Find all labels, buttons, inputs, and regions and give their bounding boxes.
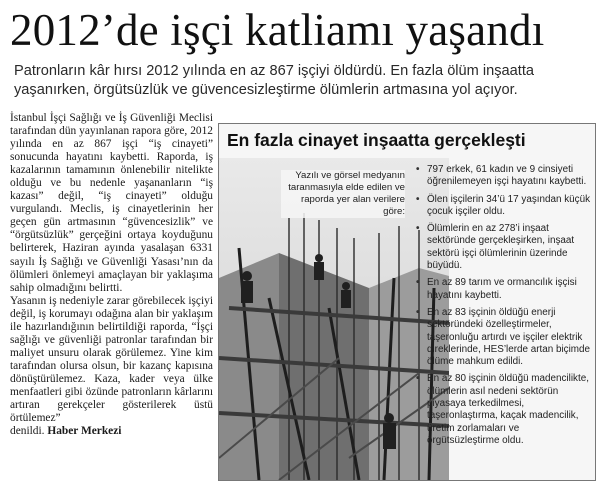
bullet-list — [415, 164, 591, 452]
bullet-icon: • — [416, 223, 420, 235]
list-item-text: 797 erkek, 61 kadın ve 9 cinsiyeti öğrenilemeyen işçi hayatını kaybetti. — [427, 164, 587, 188]
bullet-icon: • — [416, 306, 420, 318]
sidebar-box — [218, 123, 596, 481]
subheadline: Patronların kâr hırsı 2012 yılında en az 867 işçiyi öldürdü. En fazla ölüm inşaatta yaşanırken, örgütsüzlük ve güvencesizleştirme ölümlerin artmasına yol açıyor. — [14, 63, 534, 98]
list-item-text: En az 80 işçinin öldüğü madencilikte, ölümlerin asıl nedeni sektörün piyasaya terkedilmesi, taşeronlaştırma, kaçak madencilik, üretim zorlamaları ve örgütsüzleştirme oldu. — [427, 373, 589, 446]
article-ending-text: denildi. — [10, 425, 45, 438]
article-paragraph: İstanbul İşçi Sağlığı ve İş Güvenliği Meclisi tarafından dün yayınlanan rapora göre, 2012 yılında en az 867 işçi “iş cinayeti” sonucunda hayatını kaybetti. Raporda, iş kazalarının tamamının önlenebilir nitelikte olduğu ve bu nedenle yaşananların “iş kazası” değil, “iş cinayeti” olduğu vurgulandı. Meclis, iş cinayetlerinin her geçen gün artmasının “güvencesizlik” ve “örgütsüzlük” gerçeğini ortaya koyduğunu belirterek, Haziran ayında yasalaşan 6331 sayılı İş Sağlığı ve Güvenliği Yasası’nın da ölümleri önlemeyi amaçlayan bir yaklaşıma sahip olmadığını belirtti. — [10, 112, 213, 294]
byline: Haber Merkezi — [47, 425, 122, 438]
article-ending — [10, 425, 213, 438]
list-item-text: Ölümlerin en az 278’i inşaat sektöründe gerçekleşirken, inşaat sektörü işçi ölümlerinin üzerinde büyüdü. — [427, 223, 575, 272]
bullet-icon: • — [416, 193, 420, 205]
article-body — [10, 112, 213, 438]
bullet-icon: • — [416, 164, 420, 175]
list-item — [415, 194, 591, 219]
bullet-icon: • — [416, 373, 420, 385]
list-item-text: En az 83 işçinin öldüğü enerji sektöründeki özelleştirmeler, taşeronluğu artırdı ve işçiler elektrik direklerinde, HES’lerde artan biçimde ölüme mahkum edildi. — [427, 306, 591, 368]
list-item — [415, 307, 591, 368]
headline: 2012’de işçi katliamı yaşandı — [10, 5, 545, 55]
list-item — [415, 164, 591, 189]
bullet-icon: • — [416, 277, 420, 289]
list-item — [415, 373, 591, 447]
photo-caption: Yazılı ve görsel medyanın taranmasıyla elde edilen ve raporda yer alan verilere göre: — [281, 170, 405, 218]
box-title: En fazla cinayet inşaatta gerçekleşti — [227, 130, 526, 150]
list-item — [415, 277, 591, 302]
list-item — [415, 223, 591, 272]
article-paragraph: Yasanın iş nedeniyle zarar görebilecek işçiyi değil, iş korumayı odağına alan bir yaklaşım ile hazırlandığının belirtildiği raporda, “İşçi sağlığı ve güvenliği patronlar tarafından bir maliyet unsuru olarak görülemez. Yine kim tarafından olursa olsun, bir kazanç kapısına dönüştürülemez. Kaza, kader veya ülke menfaatleri gibi özünde patronların kârlarını artıran gerekçeler gösterilerek üstü örtülemez” — [10, 294, 213, 425]
list-item-text: Ölen işçilerin 34’ü 17 yaşından küçük çocuk işçiler oldu. — [427, 193, 591, 217]
list-item-text: En az 89 tarım ve ormancılık işçisi hayatını kaybetti. — [427, 277, 577, 301]
